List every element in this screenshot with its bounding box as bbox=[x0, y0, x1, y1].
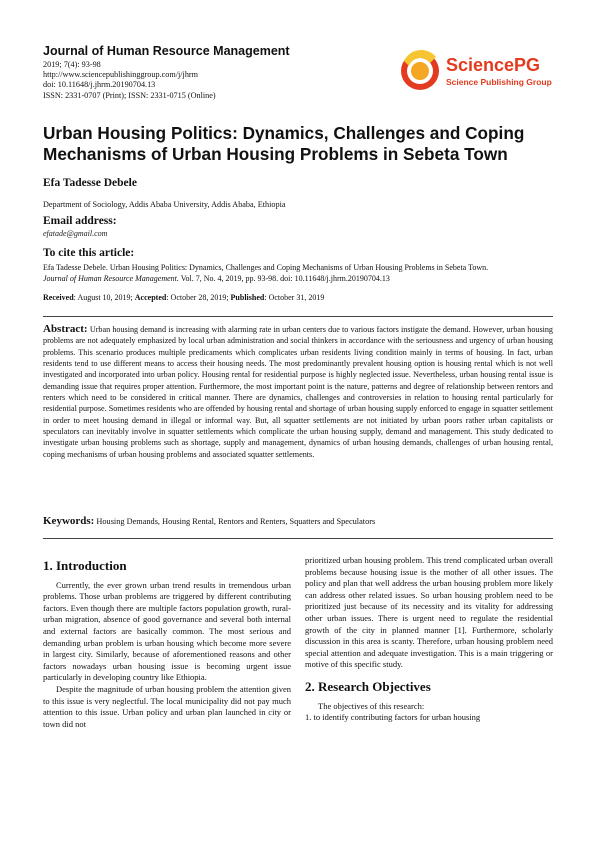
doi-line: doi: 10.11648/j.jhrm.20190704.13 bbox=[43, 80, 156, 90]
section-heading: 2. Research Objectives bbox=[305, 678, 431, 694]
cite-heading: To cite this article: bbox=[43, 247, 135, 259]
citation-line: Efa Tadesse Debele. Urban Housing Politics: Dynamics, Challenges and Coping Mechanisms of Urban Housing Problems in Sebeta Town. bbox=[43, 263, 489, 272]
abstract bbox=[43, 324, 553, 460]
issue-line: 2019; 7(4): 93-98 bbox=[43, 60, 101, 69]
keywords-label: Keywords: bbox=[43, 515, 95, 527]
author-email[interactable]: efatade@gmail.com bbox=[43, 229, 108, 238]
author-name: Efa Tadesse Debele bbox=[43, 177, 137, 189]
email-heading: Email address: bbox=[43, 215, 117, 227]
abstract-text: Urban housing demand is increasing with alarming rate in urban centers due to various factors instigate the demand. However, urban housing problems are not adequately emphasized by local urban administration and social thinkers in accordance with the seriousness and urgency of urban housing problems. This scenario produces multiple predicaments which complicates urban residents living condition mainly in terms of housing. In fact, urban residents tend to use different means to access their housing needs. The most predominantly prevalent housing option is housing rental which is not well investigated and incorporated into urban policy. Housing rental for residential purpose is highly neglected issue. Nevertheless, urban housing rental issue is demanding issue that requires proper attention. Furthermore, the most important point is the nature, patterns and degree of relationship between rentors and renters which need to be considered in critical manner. There are dynamics, challenges and controversies in relation to housing rental particularly for residential purpose. Sometimes residents who are offended by housing rental and shortage of urban housing supply enforced to engage in squatter settlement in order to meet housing demand in illegal or informal way. But, all squatter settlements are not initiated by urban poors rather urban capitalists or speculators can inevitably involve in squatter settlements which complicate the urban housing supply, demand and management. This study dedicated to investigate urban housing problems such as shortage, supply and management, dynamics of urban housing demands, challenges of urban housing rental, coping mechanisms of urban housing problems and associated squatter settlements. bbox=[43, 325, 553, 459]
paragraph: Currently, the ever grown urban trend results in tremendous urban problems. Those urban problems are triggered by different contributing factors. Even though there are multiple factors population growth, rural-urban migration, absence of good governance and several both internal and external factors are basically common. The most serious and demanding urban problem is urban housing which become more severe in largest city. Similarly, because of aforementioned reasons and other factors nowadays urban housing issue is becoming urgent issue particularly in developing country like Ethiopia. bbox=[43, 579, 291, 683]
journal-name: Journal of Human Resource Management bbox=[43, 44, 290, 58]
citation bbox=[43, 262, 555, 284]
sciencepg-logo-icon bbox=[400, 47, 560, 95]
svg-text:SciencePG: SciencePG bbox=[446, 55, 541, 75]
citation-journal: Journal of Human Resource Management. bbox=[43, 274, 179, 283]
section-heading: 1. Introduction bbox=[43, 558, 127, 573]
abstract-label: Abstract: bbox=[43, 323, 88, 335]
divider bbox=[43, 316, 553, 317]
author-affiliation: Department of Sociology, Addis Ababa University, Addis Ababa, Ethiopia bbox=[43, 200, 286, 209]
paragraph: prioritized urban housing problem. This trend complicated urban overall problems because housing issue is the mother of all other issues. The policy and plan that well address the urban housing problem more likely can address other related issues. So urban housing problem need to be prioritized just because of its necessity and its vitality for addressing other urban issues. There is urgent need to regulate the residential growth of the city in planned manner [1]. Furthermore, scholarly discussion in this area is scanty. Therefore, urban housing problem need special attention and adequate investigation. This is a main triggering or motive of this specific study. bbox=[305, 555, 553, 670]
left-column bbox=[43, 560, 291, 730]
issn-line: ISSN: 2331-0707 (Print); ISSN: 2331-0715 (Online) bbox=[43, 90, 216, 100]
svg-text:Science Publishing Group: Science Publishing Group bbox=[446, 77, 552, 87]
paragraph: The objectives of this research: bbox=[318, 700, 425, 711]
paragraph: Despite the magnitude of urban housing problem the attention given to this issue is very neglectful. The local municipality did not pay much attention to this issue. Urban policy and urban plan launched in city or town did not bbox=[43, 683, 291, 729]
keywords bbox=[43, 515, 553, 527]
right-column bbox=[305, 555, 553, 724]
journal-url[interactable]: http://www.sciencepublishinggroup.com/j/jhrm bbox=[43, 70, 199, 80]
list-item: 1. to identify contributing factors for urban housing bbox=[305, 712, 481, 723]
article-title: Urban Housing Politics: Dynamics, Challenges and Coping Mechanisms of Urban Housing Problems in Sebeta Town bbox=[43, 123, 525, 164]
article-dates: Received: August 10, 2019; Accepted: October 28, 2019; Published: October 31, 2019 bbox=[43, 293, 325, 302]
publisher-logo bbox=[400, 47, 560, 95]
keywords-text: Housing Demands, Housing Rental, Rentors and Renters, Squatters and Speculators bbox=[94, 517, 376, 526]
journal-meta bbox=[43, 60, 216, 101]
citation-details: Vol. 7, No. 4, 2019, pp. 93-98. doi: 10.11648/j.jhrm.20190704.13 bbox=[178, 274, 390, 283]
divider bbox=[43, 538, 553, 539]
